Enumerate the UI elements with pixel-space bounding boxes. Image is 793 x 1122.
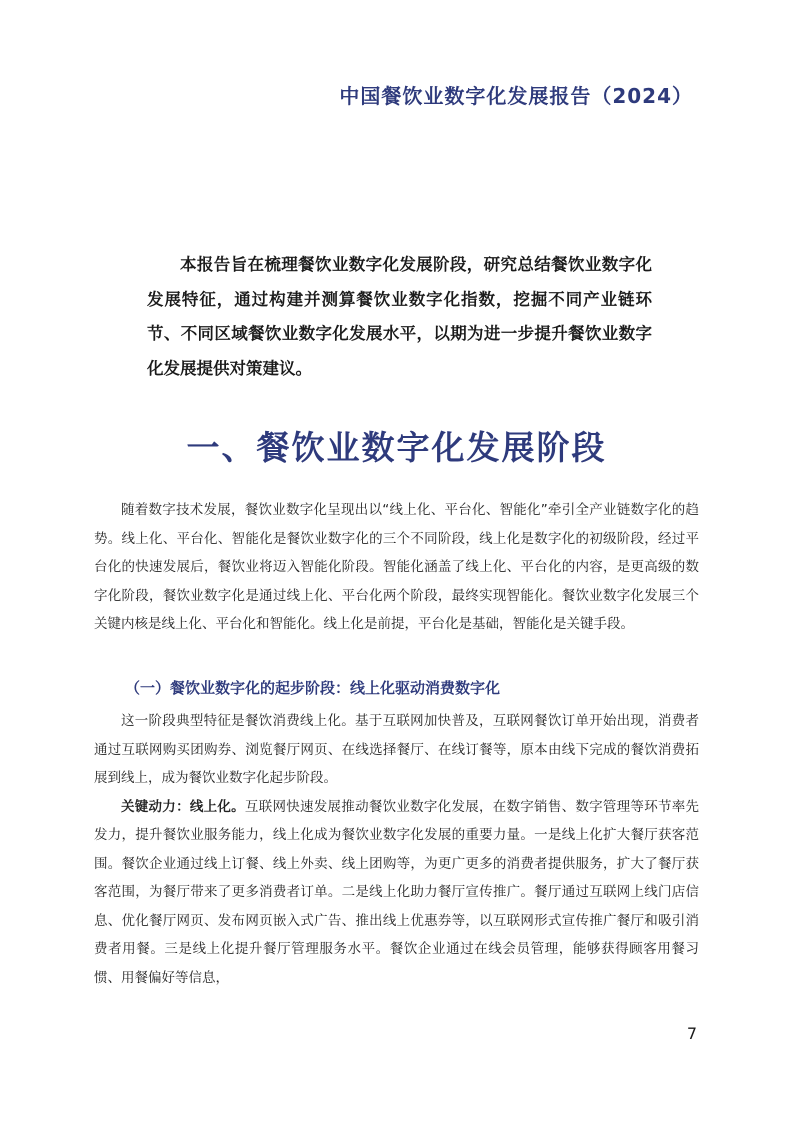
- abstract: [147, 248, 652, 386]
- section-intro: [94, 496, 699, 639]
- key-driver-lead: 关键动力：线上化。: [121, 798, 245, 815]
- subsection-body: [94, 707, 699, 992]
- report-title: 中国餐饮业数字化发展报告（2024）: [339, 84, 693, 108]
- intro-paragraph: 随着数字技术发展，餐饮业数字化呈现出以“线上化、平台化、智能化”牵引全产业链数字化的趋势。线上化、平台化、智能化是餐饮业数字化的三个不同阶段，线上化是数字化的初级阶段，经过平台化的快速发展后，餐饮业将迈入智能化阶段。智能化涵盖了线上化、平台化的内容，是更高级的数字化阶段，餐饮业数字化是通过线上化、平台化两个阶段，最终实现智能化。餐饮业数字化发展三个关键内核是线上化、平台化和智能化。线上化是前提，平台化是基础，智能化是关键手段。: [94, 502, 699, 632]
- stage-paragraph-2: [94, 793, 699, 993]
- key-driver-body: 互联网快速发展推动餐饮业数字化发展，在数字销售、数字管理等环节率先发力，提升餐饮业服务能力，线上化成为餐饮业数字化发展的重要力量。一是线上化扩大餐厅获客范围。餐饮企业通过线上订餐、线上外卖、线上团购等，为更广更多的消费者提供服务，扩大了餐厅获客范围，为餐厅带来了更多消费者订单。二是线上化助力餐厅宣传推广。餐厅通过互联网上线门店信息、优化餐厅网页、发布网页嵌入式广告、推出线上优惠券等，以互联网形式宣传推广餐厅和吸引消费者用餐。三是线上化提升餐厅管理服务水平。餐饮企业通过在线会员管理，能够获得顾客用餐习惯、用餐偏好等信息，: [94, 798, 700, 986]
- subsection-heading: （一）餐饮业数字化的起步阶段：线上化驱动消费数字化: [125, 679, 501, 697]
- page-number: 7: [686, 1024, 697, 1043]
- section-heading: 一、餐饮业数字化发展阶段: [186, 428, 607, 467]
- stage-paragraph-1: 这一阶段典型特征是餐饮消费线上化。基于互联网加快普及，互联网餐饮订单开始出现，消费者通过互联网购买团购券、浏览餐厅网页、在线选择餐厅、在线订餐等，原本由线下完成的餐饮消费拓展到线上，成为餐饮业数字化起步阶段。: [94, 713, 699, 786]
- abstract-paragraph: 本报告旨在梳理餐饮业数字化发展阶段，研究总结餐饮业数字化发展特征，通过构建并测算餐饮业数字化指数，挖掘不同产业链环节、不同区域餐饮业数字化发展水平，以期为进一步提升餐饮业数字化发展提供对策建议。: [147, 255, 652, 378]
